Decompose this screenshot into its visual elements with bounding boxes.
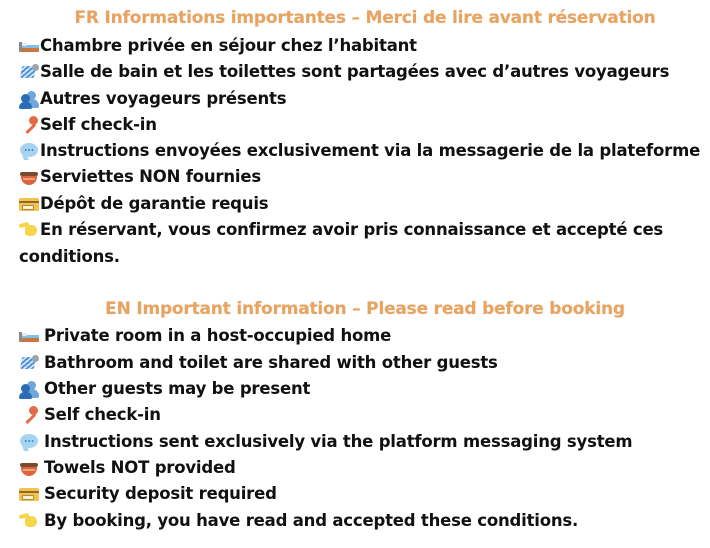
fr-item-text: Chambre privée en séjour chez l’habitant [40, 36, 417, 55]
fr-item-private-room [19, 33, 417, 59]
bed-icon [19, 326, 39, 346]
en-section-title: EN Important information – Please read before booking [105, 299, 625, 319]
fr-acceptance-continuation: conditions. [19, 247, 120, 266]
speech-bubble-icon [19, 141, 39, 161]
credit-card-icon [19, 484, 39, 504]
fr-item-text: Salle de bain et les toilettes sont partagées avec d’autres voyageurs [40, 62, 670, 81]
pointing-hand-icon [19, 220, 39, 240]
credit-card-icon [19, 194, 39, 214]
en-item-text: Other guests may be present [44, 379, 311, 398]
fr-item-text: En réservant, vous confirmez avoir pris connaissance et accepté ces [40, 220, 664, 239]
fr-item-text: Serviettes NON fournies [40, 167, 261, 186]
fr-item-towels [19, 164, 261, 190]
en-item-text: Security deposit required [44, 484, 277, 503]
en-item-other-guests [19, 376, 310, 402]
people-icon [19, 89, 39, 109]
en-item-acceptance [19, 508, 578, 534]
en-item-shared-bathroom [19, 350, 498, 376]
en-item-text: Self check-in [44, 405, 161, 424]
shower-icon [19, 353, 39, 373]
en-item-text: Private room in a host-occupied home [44, 326, 392, 345]
en-item-private-room [19, 323, 391, 349]
pointing-hand-icon [19, 511, 39, 531]
fr-item-deposit [19, 191, 268, 217]
fr-section-title: FR Informations importantes – Merci de lire avant réservation [74, 8, 656, 28]
fr-item-acceptance [19, 217, 663, 243]
en-item-text: Bathroom and toilet are shared with other guests [44, 353, 498, 372]
basket-icon [19, 458, 39, 478]
fr-item-text: Instructions envoyées exclusivement via la messagerie de la plateforme [40, 141, 701, 160]
fr-item-text: Dépôt de garantie requis [40, 194, 269, 213]
en-item-text: Instructions sent exclusively via the platform messaging system [44, 432, 633, 451]
en-item-self-checkin [19, 402, 161, 428]
key-icon [19, 405, 39, 425]
key-icon [19, 115, 39, 135]
basket-icon [19, 167, 39, 187]
shower-icon [19, 62, 39, 82]
en-item-towels [19, 455, 236, 481]
en-item-instructions [19, 429, 632, 455]
en-item-deposit [19, 481, 277, 507]
fr-item-instructions [19, 138, 700, 164]
fr-item-other-travelers [19, 86, 286, 112]
fr-item-text: Self check-in [40, 115, 157, 134]
en-item-text: Towels NOT provided [44, 458, 236, 477]
speech-bubble-icon [19, 432, 39, 452]
people-icon [19, 379, 39, 399]
bed-icon [19, 36, 39, 56]
fr-item-self-checkin [19, 112, 157, 138]
fr-item-shared-bathroom [19, 59, 669, 85]
fr-item-text: Autres voyageurs présents [40, 89, 287, 108]
en-item-text: By booking, you have read and accepted these conditions. [44, 511, 579, 530]
